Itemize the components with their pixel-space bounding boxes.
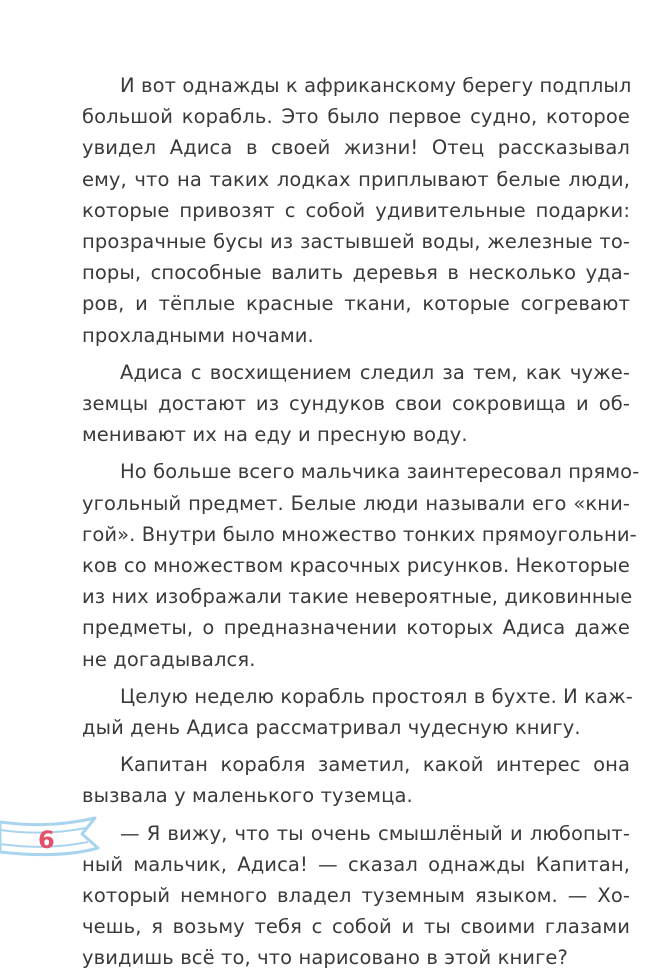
text-line: ему, что на таких лодках приплывают белые люди, [82,167,630,191]
paragraph [82,357,630,451]
text-line: чешь, я возьму тебя с собой и ты своими глазами [82,915,630,939]
text-line: ков со множеством красочных рисунков. Некоторые [82,554,630,578]
text-line: земцы достают из сундуков свои сокровища и об- [82,392,630,416]
text-line: ный мальчик, Адиса! — сказал однажды Капитан, [82,852,630,876]
text-line: менивают их на еду и пресную воду. [82,423,468,447]
text-line: Адиса с восхищением следил за тем, как чуже- [120,360,630,384]
text-line: дый день Адиса рассматривал чудесную книгу. [82,716,581,740]
text-line: большой корабль. Это было первое судно, которое [82,105,630,129]
text-line: Капитан корабля заметил, какой интерес она [120,753,630,777]
text-line: не догадывался. [82,647,256,671]
text-line: Но больше всего мальчика заинтересовал прямо- [120,460,640,484]
page-number: 6 [38,826,55,854]
text-line: вызвала у маленького туземца. [82,784,413,808]
text-line: который немного владел туземным языком. — Хо- [82,884,630,908]
paragraph [82,456,640,674]
text-line: прохладными ночами. [82,323,314,347]
paragraph [82,749,630,811]
text-line: предметы, о предназначении которых Адиса даже [82,616,630,640]
paragraph [82,70,630,351]
text-line: из них изображали такие невероятные, диковинные [82,585,633,609]
text-line: прозрачные бусы из застывшей воды, железные то- [82,230,630,254]
text-line: Целую неделю корабль простоял в бухте. И каж- [120,684,633,708]
story-text [82,70,640,980]
text-line: — Я вижу, что ты очень смышлёный и любопыт- [120,821,630,845]
ribbon-decoration-icon [0,812,110,882]
text-line: поры, способные валить деревья в несколько уда- [82,261,630,285]
text-line: увидишь всё то, что нарисовано в этой книге? [82,946,568,970]
text-line: И вот однажды к африканскому берегу подплыл [120,74,632,97]
text-line: увидел Адиса в своей жизни! Отец рассказывал [82,136,630,160]
text-line: которые привозят с собой удивительные подарки: [82,198,630,222]
text-line: гой». Внутри было множество тонких прямоугольни- [82,522,637,546]
text-line: угольный предмет. Белые люди называли его «кни- [82,491,630,515]
paragraph [82,681,633,743]
text-line: ров, и тёплые красные ткани, которые согревают [82,292,630,316]
paragraph [82,818,630,974]
page-number-ribbon [0,812,110,882]
